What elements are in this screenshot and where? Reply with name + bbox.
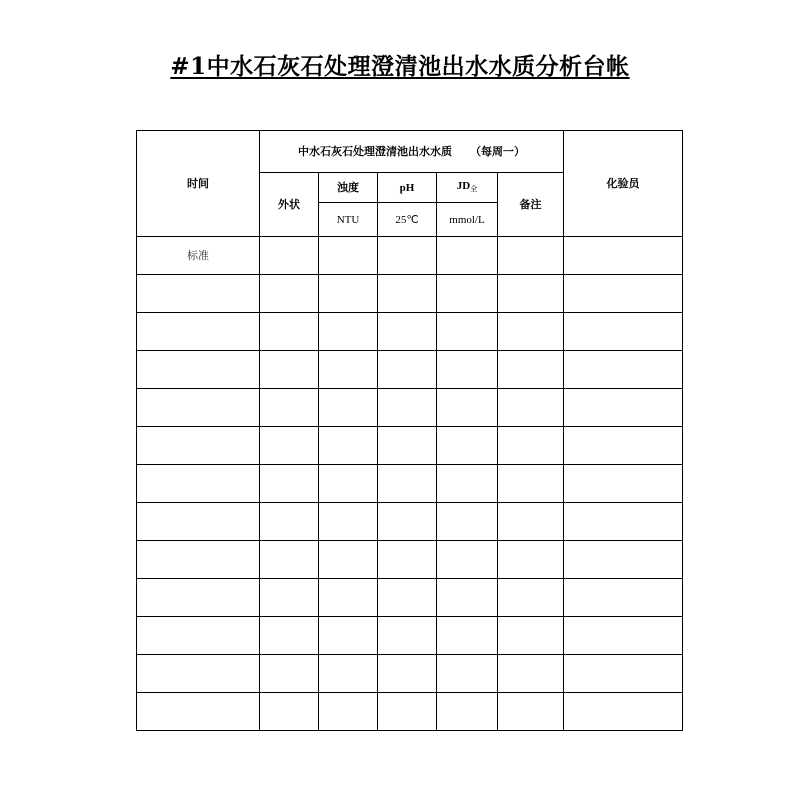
standard-row-label: 标准 (137, 237, 260, 275)
standard-remark-cell[interactable] (498, 237, 564, 275)
appearance-cell[interactable] (260, 693, 319, 731)
ph-cell[interactable] (378, 503, 437, 541)
time-cell[interactable] (137, 541, 260, 579)
turbidity-column-header: 浊度 (319, 173, 378, 203)
analyst-cell[interactable] (564, 351, 683, 389)
ph-cell[interactable] (378, 275, 437, 313)
analyst-cell[interactable] (564, 465, 683, 503)
jd-cell[interactable] (437, 275, 498, 313)
ph-cell[interactable] (378, 351, 437, 389)
ph-cell[interactable] (378, 655, 437, 693)
jd-cell[interactable] (437, 465, 498, 503)
analyst-cell[interactable] (564, 693, 683, 731)
analyst-cell[interactable] (564, 579, 683, 617)
jd-column-header (437, 173, 498, 203)
analyst-cell[interactable] (564, 389, 683, 427)
appearance-cell[interactable] (260, 313, 319, 351)
time-cell[interactable] (137, 617, 260, 655)
table-row (137, 579, 683, 617)
remark-cell[interactable] (498, 351, 564, 389)
turbidity-cell[interactable] (319, 693, 378, 731)
ph-unit: 25℃ (378, 203, 437, 237)
analyst-cell[interactable] (564, 427, 683, 465)
analyst-cell[interactable] (564, 617, 683, 655)
remark-cell[interactable] (498, 579, 564, 617)
table-row (137, 313, 683, 351)
turbidity-cell[interactable] (319, 579, 378, 617)
jd-cell[interactable] (437, 351, 498, 389)
table-row (137, 275, 683, 313)
appearance-cell[interactable] (260, 541, 319, 579)
jd-cell[interactable] (437, 503, 498, 541)
ph-cell[interactable] (378, 541, 437, 579)
time-cell[interactable] (137, 503, 260, 541)
jd-unit: mmol/L (437, 203, 498, 237)
table-row (137, 465, 683, 503)
remark-cell[interactable] (498, 275, 564, 313)
table-row (137, 351, 683, 389)
jd-cell[interactable] (437, 655, 498, 693)
ph-cell[interactable] (378, 427, 437, 465)
group-header-label: 中水石灰石处理澄清池出水水质 (298, 144, 453, 158)
remark-cell[interactable] (498, 693, 564, 731)
ph-cell[interactable] (378, 693, 437, 731)
jd-cell[interactable] (437, 541, 498, 579)
standard-jd-cell[interactable] (437, 237, 498, 275)
jd-cell[interactable] (437, 427, 498, 465)
appearance-cell[interactable] (260, 275, 319, 313)
table-row (137, 541, 683, 579)
jd-subscript: 全 (470, 185, 478, 193)
table-row (137, 617, 683, 655)
turbidity-cell[interactable] (319, 541, 378, 579)
turbidity-cell[interactable] (319, 427, 378, 465)
ph-cell[interactable] (378, 579, 437, 617)
analyst-cell[interactable] (564, 275, 683, 313)
turbidity-cell[interactable] (319, 351, 378, 389)
table-row (137, 427, 683, 465)
appearance-cell[interactable] (260, 579, 319, 617)
turbidity-cell[interactable] (319, 503, 378, 541)
table-row (137, 693, 683, 731)
time-cell[interactable] (137, 313, 260, 351)
appearance-cell[interactable] (260, 655, 319, 693)
standard-row (137, 237, 683, 275)
appearance-cell[interactable] (260, 503, 319, 541)
remark-cell[interactable] (498, 503, 564, 541)
table-row (137, 389, 683, 427)
water-quality-ledger-table (136, 130, 683, 731)
standard-ph-cell[interactable] (378, 237, 437, 275)
turbidity-cell[interactable] (319, 655, 378, 693)
remark-cell[interactable] (498, 465, 564, 503)
analyst-cell[interactable] (564, 655, 683, 693)
remark-cell[interactable] (498, 655, 564, 693)
ph-cell[interactable] (378, 313, 437, 351)
ph-cell[interactable] (378, 465, 437, 503)
time-cell[interactable] (137, 427, 260, 465)
appearance-cell[interactable] (260, 465, 319, 503)
standard-appearance-cell[interactable] (260, 237, 319, 275)
ph-cell[interactable] (378, 617, 437, 655)
jd-label: JD (456, 180, 471, 192)
appearance-column-header: 外状 (260, 173, 319, 237)
remark-cell[interactable] (498, 541, 564, 579)
time-cell[interactable] (137, 389, 260, 427)
turbidity-cell[interactable] (319, 389, 378, 427)
jd-cell[interactable] (437, 313, 498, 351)
turbidity-cell[interactable] (319, 275, 378, 313)
appearance-cell[interactable] (260, 427, 319, 465)
time-cell[interactable] (137, 351, 260, 389)
group-header-frequency: （每周一） (470, 144, 526, 158)
jd-cell[interactable] (437, 693, 498, 731)
table-row (137, 655, 683, 693)
group-header (260, 131, 564, 173)
turbidity-cell[interactable] (319, 617, 378, 655)
analyst-cell[interactable] (564, 503, 683, 541)
time-cell[interactable] (137, 465, 260, 503)
appearance-cell[interactable] (260, 389, 319, 427)
ph-cell[interactable] (378, 389, 437, 427)
time-cell[interactable] (137, 579, 260, 617)
ph-column-header: pH (378, 173, 437, 203)
time-column-header: 时间 (137, 131, 260, 237)
standard-turbidity-cell[interactable] (319, 237, 378, 275)
time-cell[interactable] (137, 275, 260, 313)
table-row (137, 503, 683, 541)
analyst-cell[interactable] (564, 313, 683, 351)
remark-cell[interactable] (498, 617, 564, 655)
turbidity-cell[interactable] (319, 465, 378, 503)
header-row-1 (137, 131, 683, 173)
analyst-cell[interactable] (564, 541, 683, 579)
turbidity-cell[interactable] (319, 313, 378, 351)
document-title: #1中水石灰石处理澄清池出水水质分析台帐 (170, 53, 630, 80)
analyst-column-header: 化验员 (564, 131, 683, 237)
standard-analyst-cell[interactable] (564, 237, 683, 275)
remark-column-header: 备注 (498, 173, 564, 237)
time-cell[interactable] (137, 693, 260, 731)
jd-cell[interactable] (437, 389, 498, 427)
remark-cell[interactable] (498, 313, 564, 351)
time-cell[interactable] (137, 655, 260, 693)
remark-cell[interactable] (498, 427, 564, 465)
jd-cell[interactable] (437, 579, 498, 617)
jd-cell[interactable] (437, 617, 498, 655)
appearance-cell[interactable] (260, 617, 319, 655)
turbidity-unit: NTU (319, 203, 378, 237)
appearance-cell[interactable] (260, 351, 319, 389)
remark-cell[interactable] (498, 389, 564, 427)
